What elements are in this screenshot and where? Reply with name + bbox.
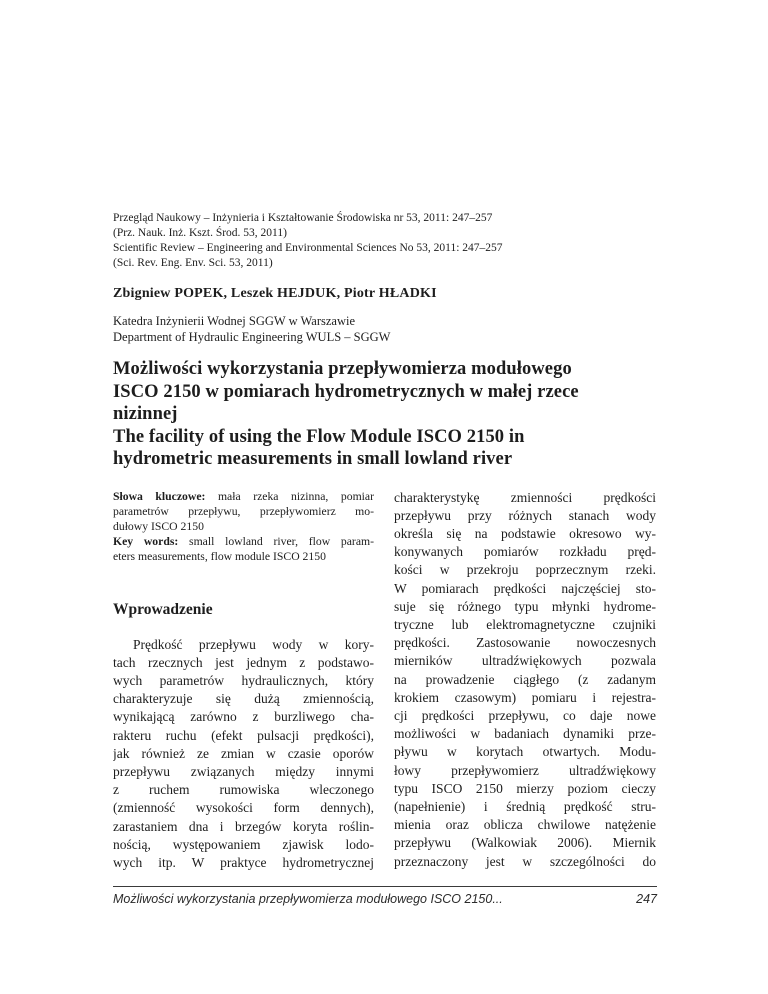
article-title-english xyxy=(113,426,656,471)
text-line: z ruchem rumowiska wleczonego xyxy=(113,782,374,798)
text-line: W pomiarach prędkości najczęściej sto- xyxy=(394,580,656,596)
intro-paragraph-right xyxy=(394,489,656,871)
text-line: przepływu (Walkowiak 2006). Miernik xyxy=(394,835,656,851)
text-line: nizinnej xyxy=(113,404,178,424)
text-line: (napełnienie) i średnią prędkość stru- xyxy=(394,798,656,814)
affiliation-block xyxy=(113,314,656,345)
page-number: 247 xyxy=(636,892,657,906)
text-line: Możliwości wykorzystania przepływomierza modułowego xyxy=(113,359,572,379)
text-line: charakterystykę zmienności prędkości xyxy=(394,489,656,505)
text-line: tach rzecznych jest jednym z podstawo- xyxy=(113,654,374,670)
intro-paragraph-left xyxy=(113,636,374,873)
text-line: Department of Hydraulic Engineering WULS – SGGW xyxy=(113,329,391,344)
article-title xyxy=(113,358,656,471)
article-title-polish xyxy=(113,358,656,426)
text-line: rakteru ruchu (efekt pulsacji prędkości), xyxy=(113,727,374,743)
text-line: charakteryzuje się dużą zmiennością, xyxy=(113,691,374,707)
text-line: hydrometric measurements in small lowland river xyxy=(113,449,513,469)
text-line: prędkości. Zastosowanie nowoczesnych xyxy=(394,635,656,651)
text-line: kości w przekroju poprzecznym rzeki. xyxy=(394,562,656,578)
text-line: suje się różnego typu młynki hydrome- xyxy=(394,598,656,614)
text-line: (Sci. Rev. Eng. Env. Sci. 53, 2011) xyxy=(113,257,273,269)
text-line: parametrów przepływu, przepływomierz mo- xyxy=(113,504,374,518)
text-line: (zmienność wysokości form dennych), xyxy=(113,800,374,816)
text-line: tryczne lub elektromagnetyczne czujniki xyxy=(394,616,656,632)
authors-line: Zbigniew POPEK, Leszek HEJDUK, Piotr HŁADKI xyxy=(113,286,437,301)
page-footer xyxy=(113,886,657,906)
text-line: określa się na podstawie okresowo wy- xyxy=(394,525,656,541)
text-line: Prędkość przepływu wody w kory- xyxy=(133,636,374,652)
section-heading-wprowadzenie: Wprowadzenie xyxy=(113,600,213,618)
text-line: możliwości w badaniach dynamiki prze- xyxy=(394,726,656,742)
text-line: zarastaniem dna i brzegów koryta roślin- xyxy=(113,818,374,834)
text-line: (Prz. Nauk. Inż. Kszt. Środ. 53, 2011) xyxy=(113,227,287,239)
text-line: konywanych pomiarów rozkładu pręd- xyxy=(394,544,656,560)
text-line: łowy przepływomierz ultradźwiękowy xyxy=(394,762,656,778)
running-title: Możliwości wykorzystania przepływomierza modułowego ISCO 2150... xyxy=(113,892,503,906)
right-column xyxy=(394,489,656,873)
text-line: mienia oraz oblicza chwilowe natężenie xyxy=(394,817,656,833)
left-column xyxy=(113,489,374,873)
text-line: przeznaczony jest w szczególności do xyxy=(394,853,656,869)
text-line: typu ISCO 2150 mierzy poziom cieczy xyxy=(394,780,656,796)
text-line: Słowa kluczowe: mała rzeka nizinna, pomiar xyxy=(113,489,374,503)
text-line: nością, występowaniem zjawisk lodo- xyxy=(113,836,374,852)
text-line: Katedra Inżynierii Wodnej SGGW w Warszawie xyxy=(113,314,356,328)
text-line: krokiem czasowym) pomiaru i rejestra- xyxy=(394,689,656,705)
text-line: dułowy ISCO 2150 xyxy=(113,519,204,533)
text-line: The facility of using the Flow Module ISCO 2150 in xyxy=(113,426,525,447)
text-line: wych itp. W praktyce hydrometrycznej xyxy=(113,854,374,870)
text-line: przepływu przy różnych stanach wody xyxy=(394,507,656,523)
text-line: ISCO 2150 w pomiarach hydrometrycznych w małej rzece xyxy=(113,381,579,402)
text-line: jak również ze zmian w czasie oporów xyxy=(113,745,374,761)
text-line: cji prędkości przepływu, co daje nowe xyxy=(394,707,656,723)
journal-citation xyxy=(113,211,656,271)
text-line: wynikającą zarówno z burzliwego cha- xyxy=(113,709,374,725)
text-line: pływu w korytach otwartych. Modu- xyxy=(394,744,656,760)
text-line: Scientific Review – Engineering and Environmental Sciences No 53, 2011: 247–257 xyxy=(113,242,503,254)
keywords-block xyxy=(113,489,374,564)
text-line: eters measurements, flow module ISCO 2150 xyxy=(113,549,326,563)
text-line: Key words: small lowland river, flow param- xyxy=(113,534,374,548)
text-line: na prowadzenie ciągłego (z zadanym xyxy=(394,671,656,687)
text-line: Przegląd Naukowy – Inżynieria i Kształtowanie Środowiska nr 53, 2011: 247–257 xyxy=(113,212,493,224)
two-column-body xyxy=(113,489,656,873)
text-line: mierników ultradźwiękowych pozwala xyxy=(394,653,656,669)
text-line: przepływu związanych między innymi xyxy=(113,763,374,779)
text-line: wych parametrów hydraulicznych, który xyxy=(113,672,374,688)
